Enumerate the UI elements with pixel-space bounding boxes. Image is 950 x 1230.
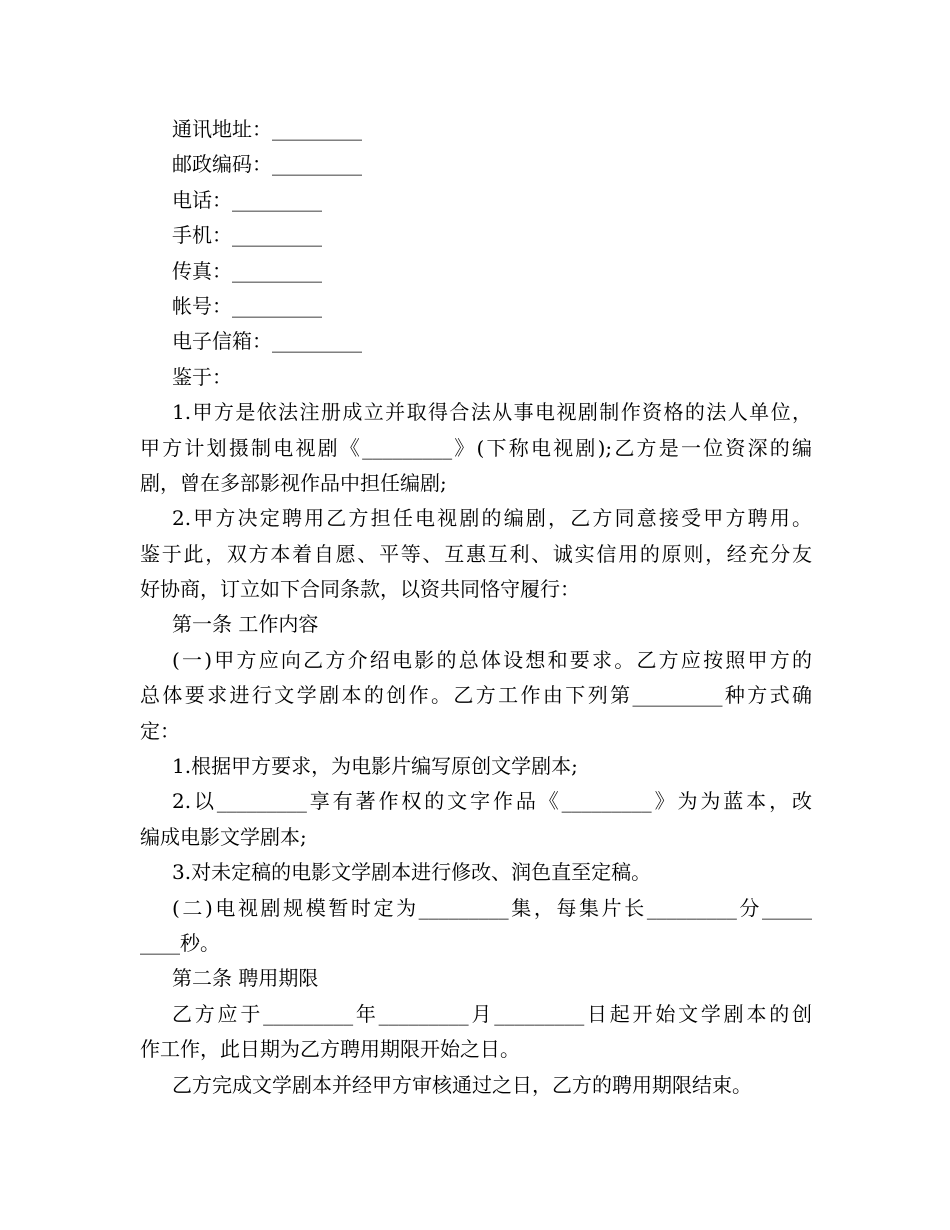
doc-line: 邮政编码：_________ [172, 152, 362, 177]
doc-line: 鉴于： [172, 364, 232, 389]
doc-line: 总体要求进行文学剧本的创作。乙方工作由下列第_________种方式确 [140, 683, 812, 708]
doc-line: 鉴于此，双方本着自愿、平等、互惠互利、诚实信用的原则，经充分友 [140, 541, 812, 566]
doc-line: 定： [140, 718, 180, 743]
doc-line: 1.根据甲方要求，为电影片编写原创文学剧本; [172, 754, 578, 779]
doc-line: 甲方计划摄制电视剧《_________》(下称电视剧);乙方是一位资深的编 [140, 435, 812, 460]
doc-line: (二)电视剧规模暂时定为_________集，每集片长_________分_____ [172, 895, 812, 920]
doc-line: ____秒。 [140, 930, 220, 955]
doc-line: 3.对未定稿的电影文学剧本进行修改、润色直至定稿。 [172, 860, 652, 885]
doc-line: 作工作，此日期为乙方聘用期限开始之日。 [140, 1037, 520, 1062]
doc-line: 好协商，订立如下合同条款，以资共同恪守履行： [140, 577, 580, 602]
doc-line: (一)甲方应向乙方介绍电影的总体设想和要求。乙方应按照甲方的 [172, 647, 812, 672]
doc-line: 传真：_________ [172, 258, 322, 283]
doc-line: 第二条 聘用期限 [172, 966, 319, 991]
doc-line: 2.以_________享有著作权的文字作品《_________》为为蓝本，改 [172, 789, 812, 814]
doc-line: 帐号：_________ [172, 293, 322, 318]
doc-line: 2.甲方决定聘用乙方担任电视剧的编剧，乙方同意接受甲方聘用。 [172, 506, 812, 531]
doc-line: 乙方完成文学剧本并经甲方审核通过之日，乙方的聘用期限结束。 [172, 1072, 752, 1097]
doc-line: 通讯地址：_________ [172, 117, 362, 141]
doc-line: 1.甲方是依法注册成立并取得合法从事电视剧制作资格的法人单位， [172, 400, 812, 425]
doc-line: 乙方应于_________年_________月_________日起开始文学剧本的创 [172, 1001, 812, 1026]
doc-line: 电话：_________ [172, 187, 322, 212]
doc-line: 编成电影文学剧本; [140, 824, 307, 849]
document-page [140, 112, 812, 1103]
doc-line: 手机：_________ [172, 223, 322, 248]
doc-line: 电子信箱：_________ [172, 329, 362, 354]
doc-line: 第一条 工作内容 [172, 612, 319, 637]
doc-line: 剧，曾在多部影视作品中担任编剧; [140, 470, 447, 495]
